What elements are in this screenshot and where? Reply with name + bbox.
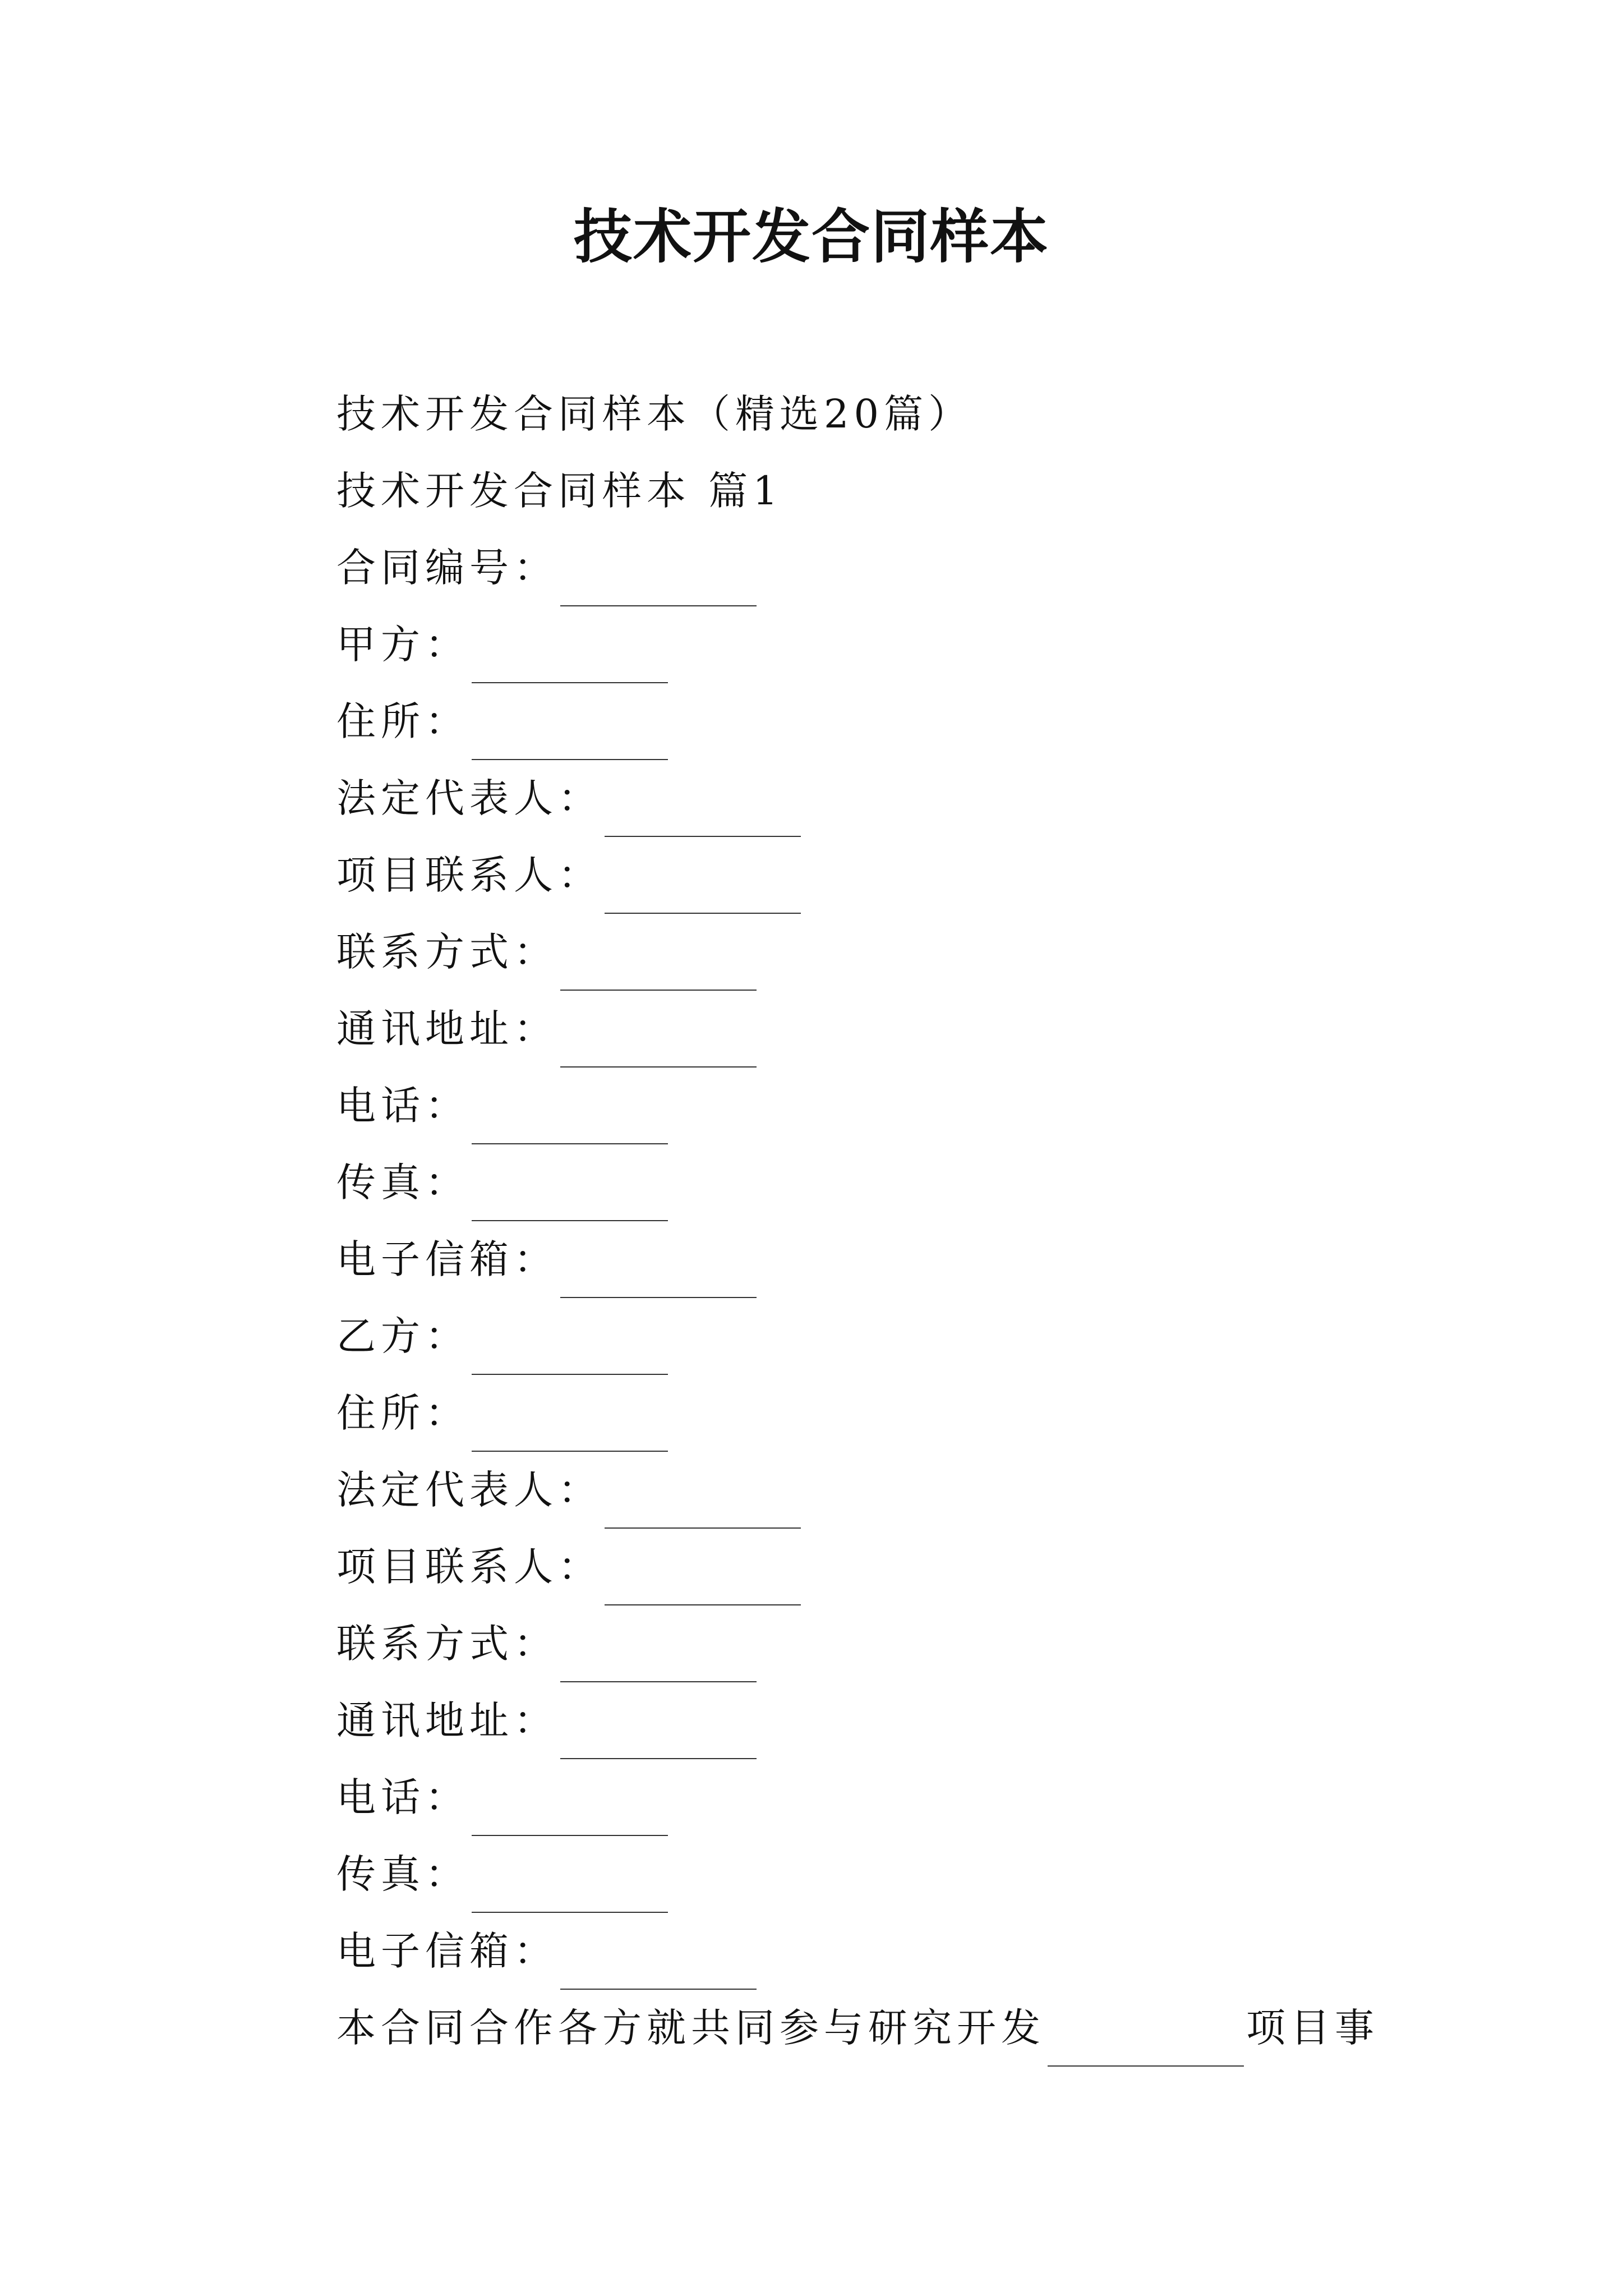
fill-in-blank (472, 1399, 668, 1452)
fill-in-blank (472, 1168, 668, 1221)
fill-in-blank (560, 1630, 757, 1682)
fill-in-blank (560, 1937, 757, 1990)
field-party-a-contact-method (336, 914, 1458, 991)
closing-text-after: 项目事 (1246, 2005, 1379, 2051)
fill-in-blank (472, 1322, 668, 1375)
field-contract-number (336, 530, 1458, 606)
field-party-a-project-contact (336, 837, 1458, 914)
field-party-a-phone (336, 1068, 1458, 1144)
fill-in-blank (560, 1015, 757, 1068)
fill-in-blank (605, 1553, 801, 1605)
field-label: 项目联系人： (336, 852, 602, 898)
field-party-b-address (336, 1375, 1458, 1452)
field-label: 住所： (336, 698, 469, 744)
fill-in-blank (472, 631, 668, 683)
field-label: 传真： (336, 1851, 469, 1897)
field-party-a-email (336, 1221, 1458, 1298)
field-party-b-fax (336, 1836, 1458, 1913)
field-label: 甲方： (336, 622, 469, 668)
field-label: 联系方式： (336, 1621, 558, 1667)
fill-in-blank (560, 938, 757, 991)
fill-in-blank (472, 1783, 668, 1836)
field-party-a-mailing-address (336, 991, 1458, 1068)
fill-in-blank (472, 1092, 668, 1144)
document-body (336, 376, 1458, 2067)
field-party-b-phone (336, 1759, 1458, 1836)
field-party-b-project-contact (336, 1529, 1458, 1605)
field-party-b-legal-representative (336, 1452, 1458, 1529)
field-label: 电话： (336, 1083, 469, 1129)
field-party-b-mailing-address (336, 1682, 1458, 1759)
field-label: 电子信箱： (336, 1928, 558, 1974)
field-label: 联系方式： (336, 929, 558, 975)
field-party-a (336, 606, 1458, 683)
field-label: 传真： (336, 1159, 469, 1205)
fill-in-blank (605, 861, 801, 914)
field-label: 项目联系人： (336, 1544, 602, 1590)
field-party-a-fax (336, 1144, 1458, 1221)
fill-in-blank (605, 784, 801, 837)
fill-in-blank (472, 1860, 668, 1913)
document-title: 技术开发合同样本 (573, 202, 1049, 271)
closing-text-before: 本合同合作各方就共同参与研究开发 (336, 2005, 1045, 2051)
field-label: 通讯地址： (336, 1006, 558, 1052)
field-label: 电话： (336, 1774, 469, 1820)
fill-in-blank (605, 1476, 801, 1529)
field-label: 电子信箱： (336, 1236, 558, 1282)
field-party-a-legal-representative (336, 760, 1458, 837)
field-label: 合同编号： (336, 545, 558, 591)
field-label: 法定代表人： (336, 775, 602, 821)
closing-sentence (336, 1990, 1458, 2067)
field-label: 通讯地址： (336, 1697, 558, 1743)
fill-in-blank (1048, 2014, 1244, 2067)
field-label: 乙方： (336, 1313, 469, 1359)
field-party-b (336, 1298, 1458, 1375)
field-party-b-contact-method (336, 1605, 1458, 1682)
section-heading: 技术开发合同样本 篇1 (336, 468, 783, 514)
document-intro: 技术开发合同样本（精选20篇） (336, 391, 973, 437)
field-party-b-email (336, 1913, 1458, 1990)
fill-in-blank (560, 554, 757, 606)
fill-in-blank (560, 1706, 757, 1759)
field-label: 住所： (336, 1390, 469, 1436)
field-party-a-address (336, 683, 1458, 760)
field-label: 法定代表人： (336, 1467, 602, 1513)
fill-in-blank (560, 1245, 757, 1298)
fill-in-blank (472, 707, 668, 760)
